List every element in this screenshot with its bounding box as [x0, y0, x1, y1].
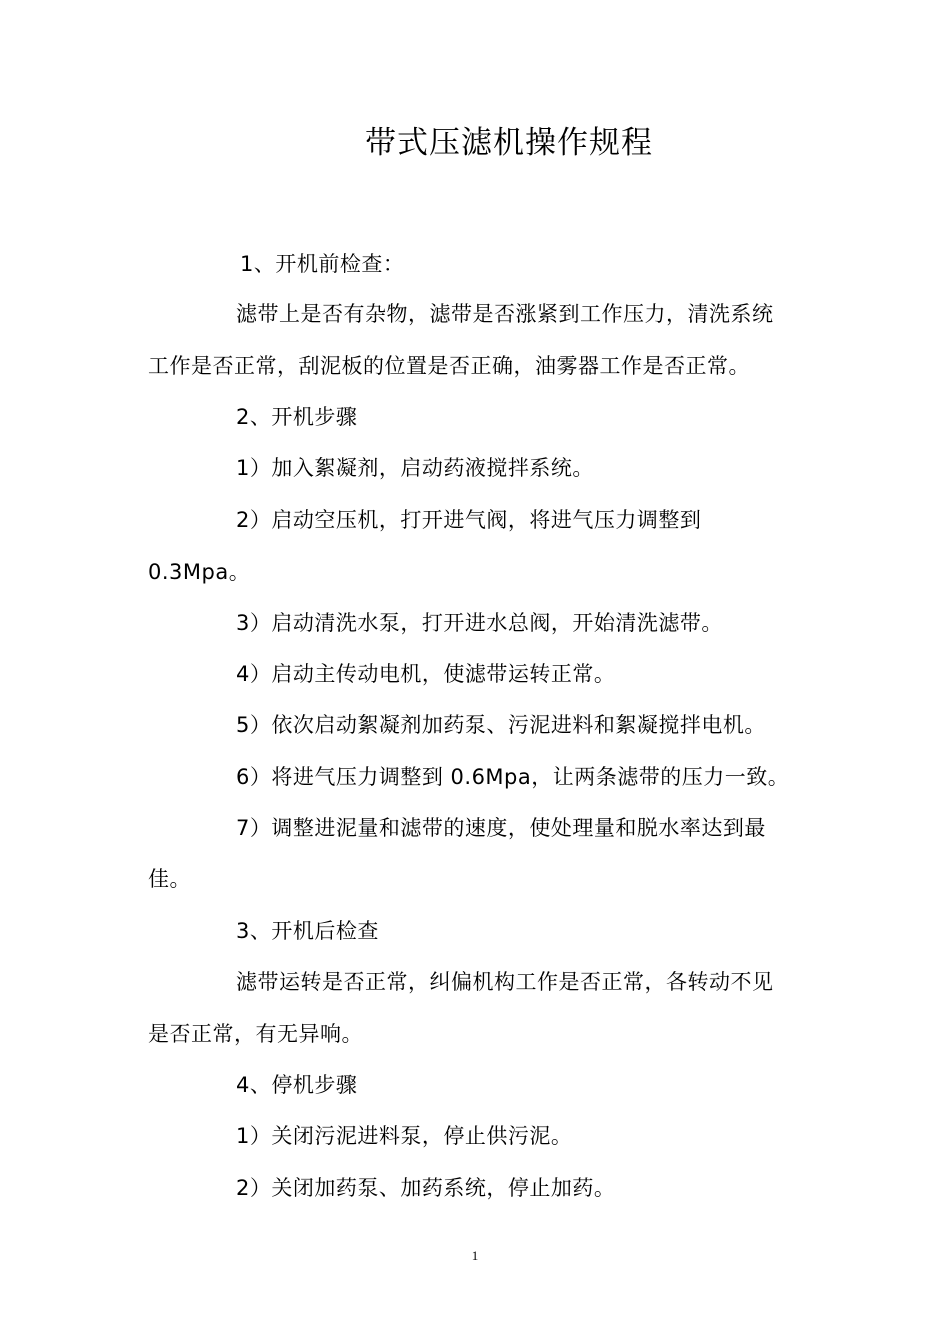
- section-heading-pre-start-check: 1、开机前检查：: [240, 252, 405, 276]
- step-item: 2）启动空压机，打开进气阀，将进气压力调整到: [236, 508, 702, 532]
- page-number: 1: [471, 1248, 479, 1263]
- step-item-continuation: 0.3Mpa。: [148, 560, 251, 584]
- paragraph-line: 工作是否正常，刮泥板的位置是否正确，油雾器工作是否正常。: [148, 354, 750, 378]
- section-heading-start-steps: 2、开机步骤: [236, 405, 358, 429]
- step-item: 5）依次启动絮凝剂加药泵、污泥进料和絮凝搅拌电机。: [236, 713, 766, 737]
- step-item: 7）调整进泥量和滤带的速度，使处理量和脱水率达到最: [236, 816, 766, 840]
- paragraph-line: 是否正常，有无异响。: [148, 1022, 363, 1046]
- section-heading-post-start-check: 3、开机后检查: [236, 919, 379, 943]
- step-item: 3）启动清洗水泵，打开进水总阀，开始清洗滤带。: [236, 611, 723, 635]
- step-item: 1）关闭污泥进料泵，停止供污泥。: [236, 1124, 573, 1148]
- paragraph-line: 滤带上是否有杂物，滤带是否涨紧到工作压力，清洗系统: [236, 302, 774, 326]
- step-item: 4）启动主传动电机，使滤带运转正常。: [236, 662, 616, 686]
- paragraph-line: 滤带运转是否正常，纠偏机构工作是否正常，各转动不见: [236, 970, 774, 994]
- step-item-continuation: 佳。: [148, 867, 191, 891]
- document-title: 带式压滤机操作规程: [365, 125, 653, 161]
- step-item: 1）加入絮凝剂，启动药液搅拌系统。: [236, 456, 594, 480]
- step-item: 2）关闭加药泵、加药系统，停止加药。: [236, 1176, 616, 1200]
- step-item: 6）将进气压力调整到 0.6Mpa，让两条滤带的压力一致。: [236, 765, 790, 789]
- section-heading-stop-steps: 4、停机步骤: [236, 1073, 358, 1097]
